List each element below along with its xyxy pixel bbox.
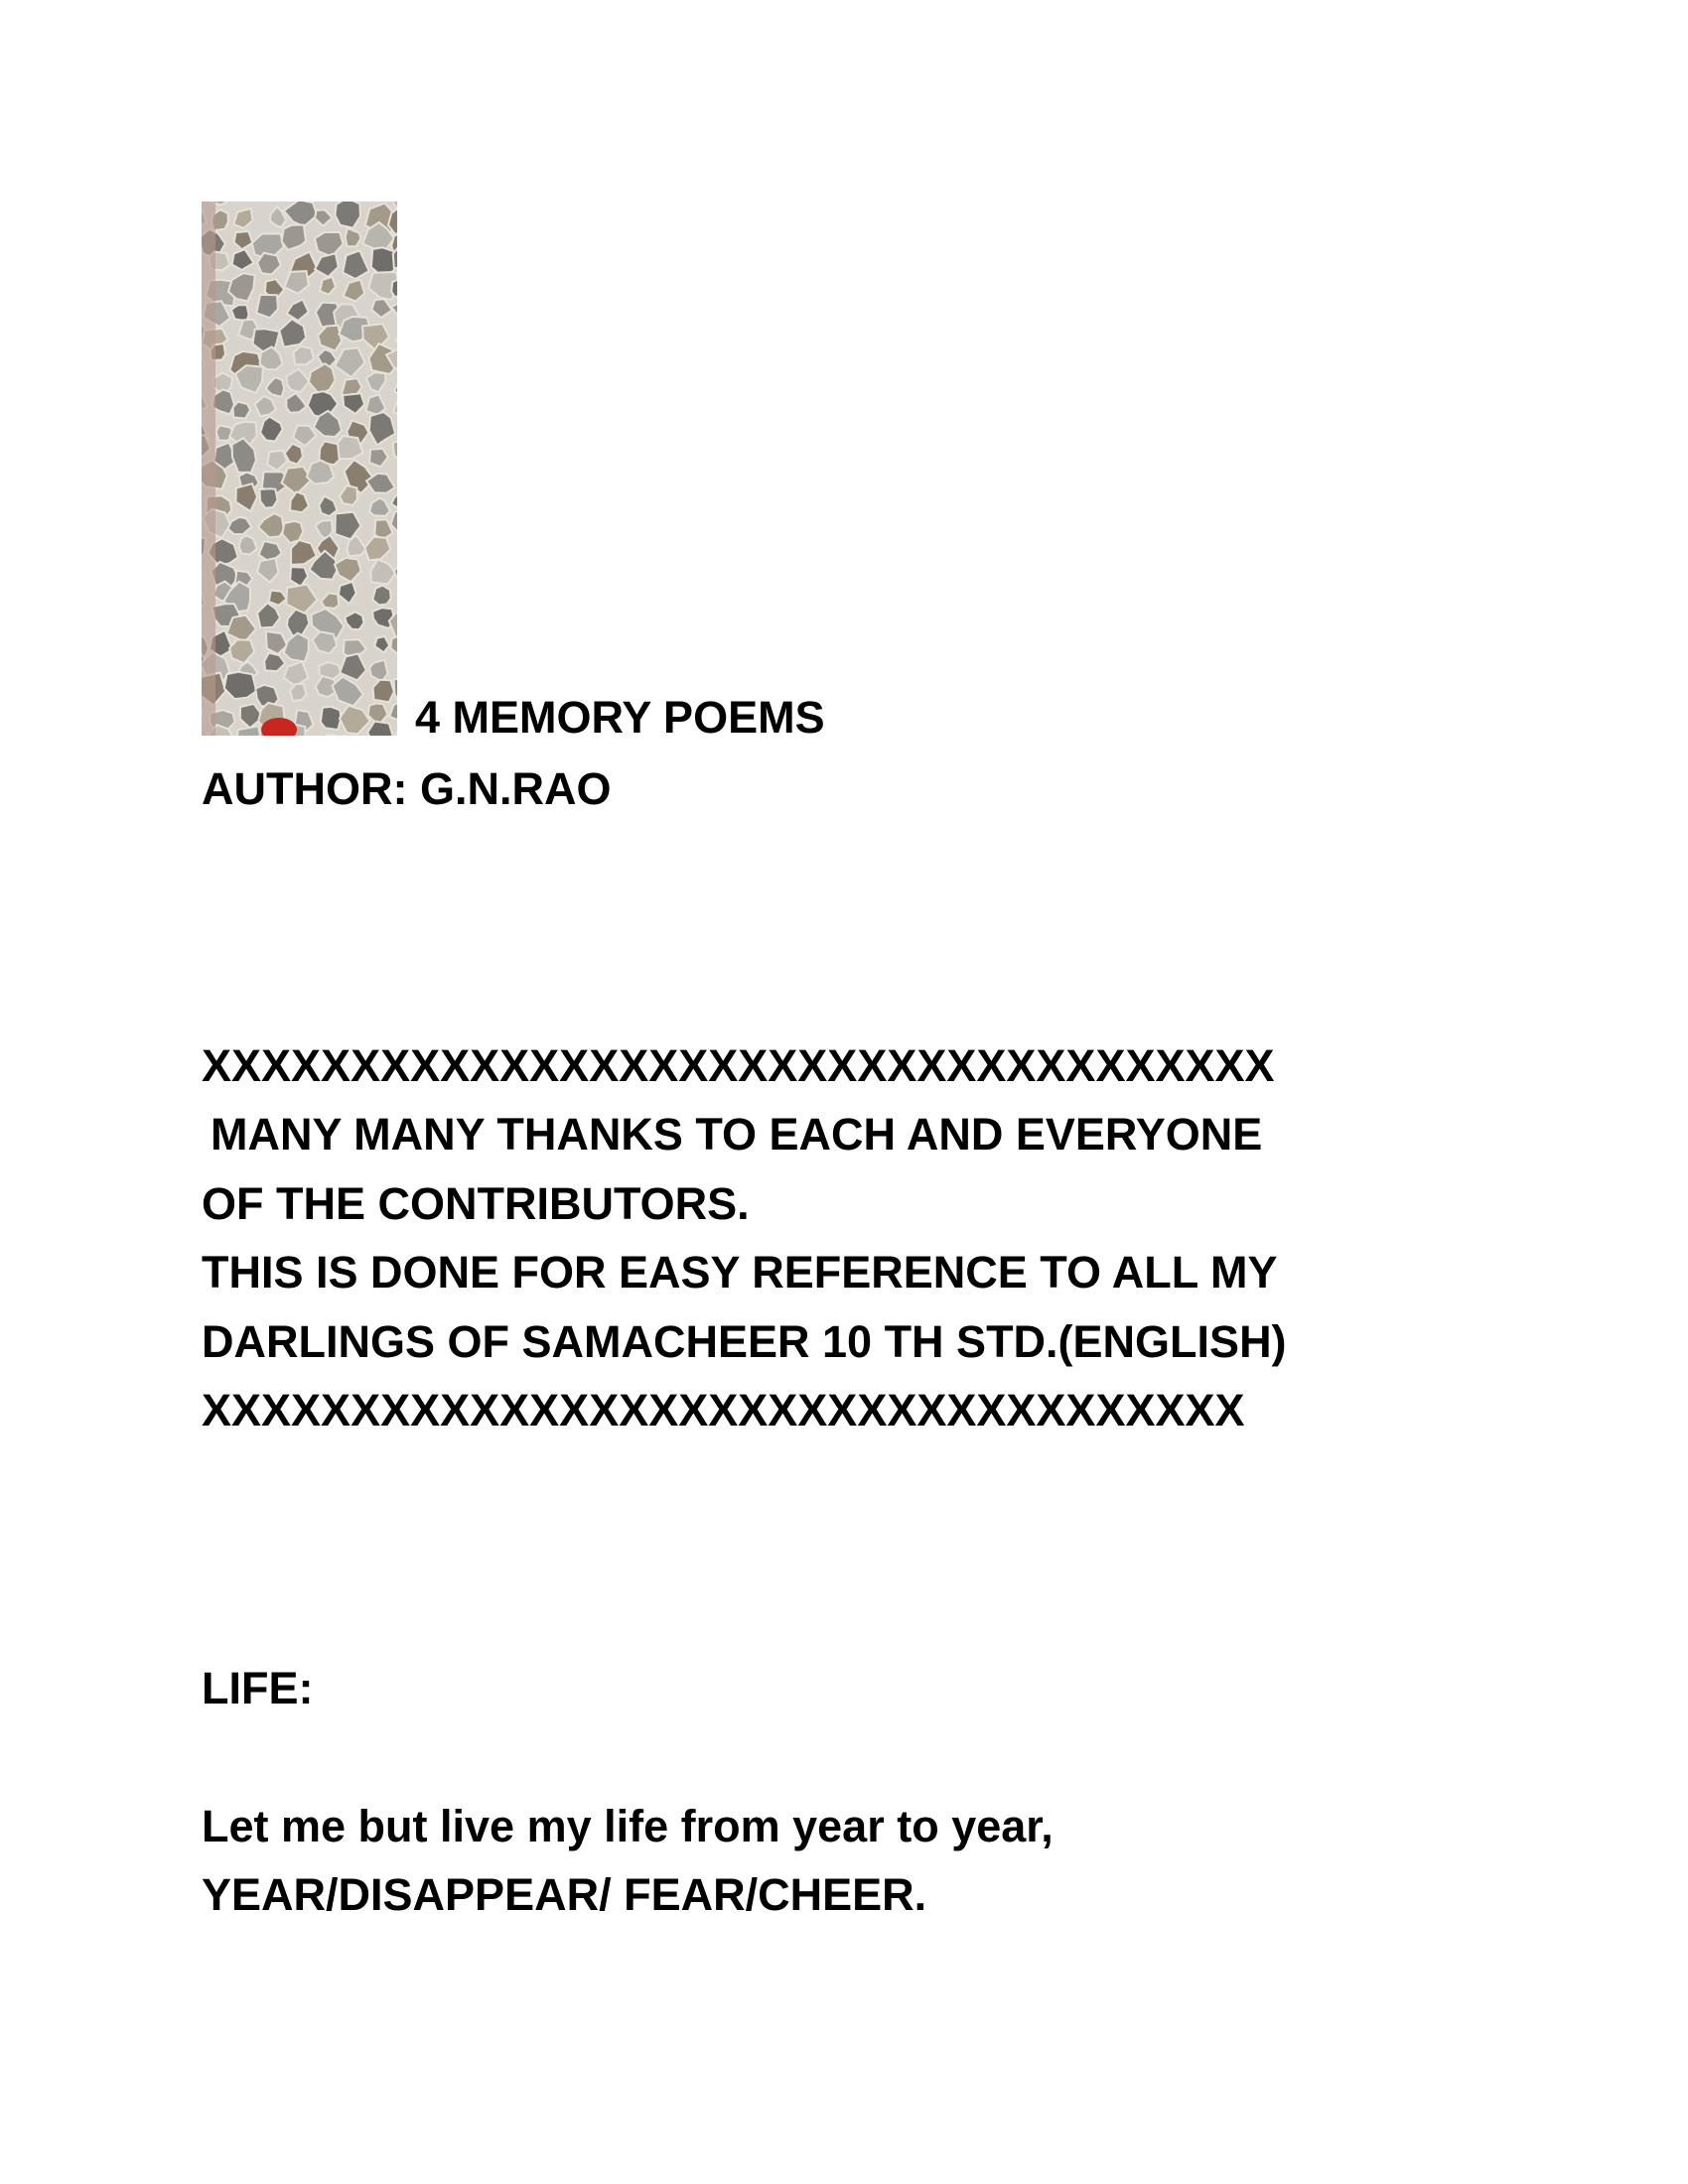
author-line: AUTHOR: G.N.RAO <box>202 763 612 814</box>
poem-line-2: YEAR/DISAPPEAR/ FEAR/CHEER. <box>202 1869 927 1920</box>
stone-shape <box>338 436 363 459</box>
stone-shape <box>290 684 307 701</box>
dedication-line-2: OF THE CONTRIBUTORS. <box>202 1178 750 1229</box>
stone-shape <box>335 202 360 228</box>
stone-shape <box>233 402 251 419</box>
separator-top: XXXXXXXXXXXXXXXXXXXXXXXXXXXXXXXXXXXX <box>202 1040 1275 1091</box>
dedication-line-4: DARLINGS OF SAMACHEER 10 TH STD.(ENGLISH) <box>202 1316 1287 1367</box>
separator-bottom: XXXXXXXXXXXXXXXXXXXXXXXXXXXXXXXXXXX <box>202 1385 1245 1435</box>
document-title: 4 MEMORY POEMS <box>415 692 825 743</box>
stone-shape <box>293 346 314 365</box>
stone-shape <box>231 305 249 321</box>
stone-shape <box>307 461 334 484</box>
stone-shape <box>260 488 278 508</box>
stone-shape <box>373 680 394 703</box>
stone-wall-photo <box>202 202 397 736</box>
poem-line-1: Let me but live my life from year to year, <box>202 1801 1054 1851</box>
stone-shape <box>391 279 397 297</box>
dedication-line-1: MANY MANY THANKS TO EACH AND EVERYONE <box>211 1109 1263 1160</box>
poem-heading: LIFE: <box>202 1663 314 1713</box>
stone-shape <box>321 707 342 730</box>
stone-shape <box>372 586 391 606</box>
dedication-line-3: THIS IS DONE FOR EASY REFERENCE TO ALL MY <box>202 1247 1278 1297</box>
